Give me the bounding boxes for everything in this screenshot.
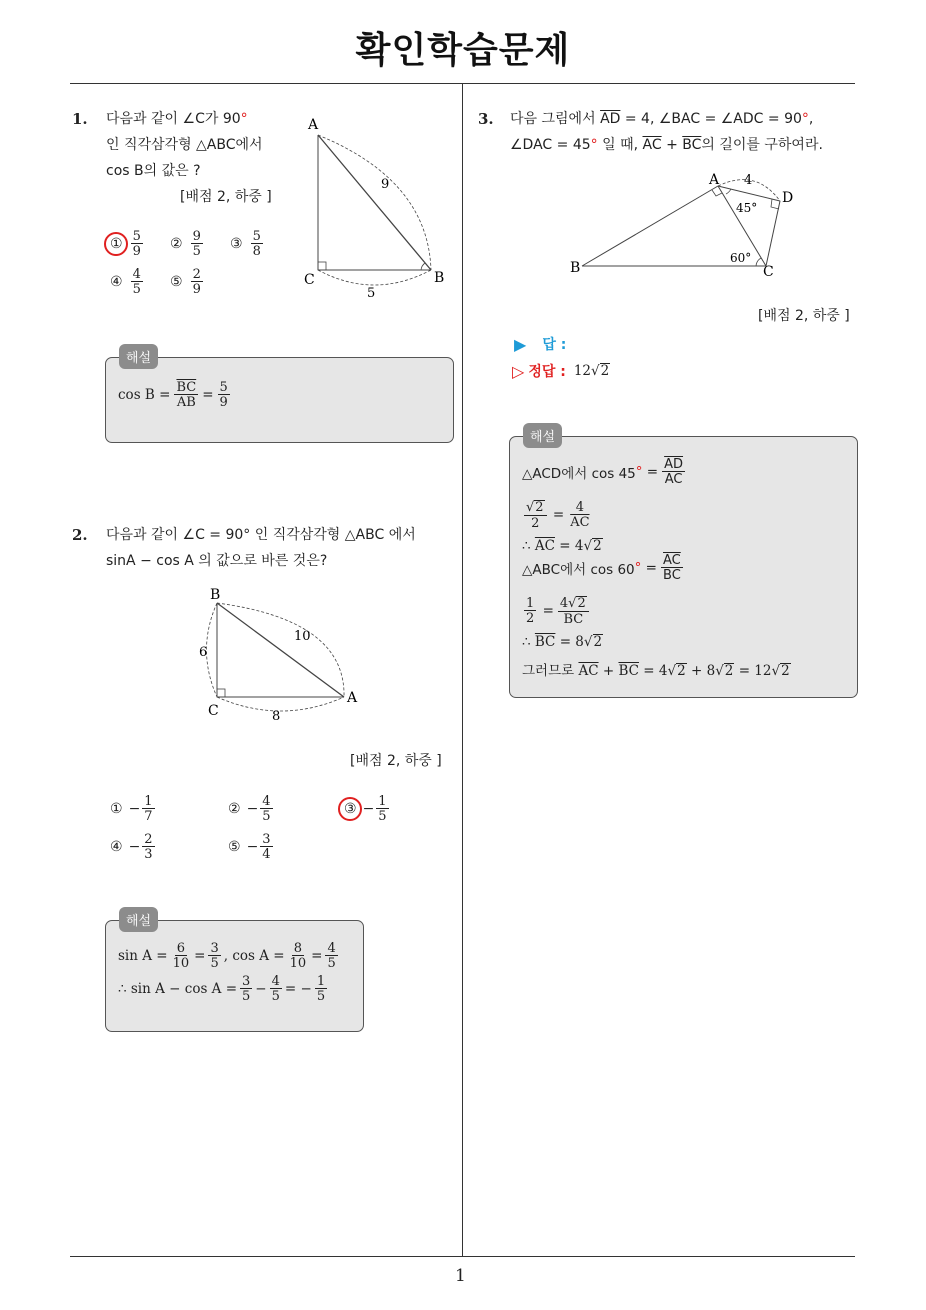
triangle-bullet-icon: ▶ [514,334,527,354]
answer-label: 답 : [542,337,567,353]
question-text-line: sinA − cos A 의 값으로 바른 것은? [106,553,328,569]
solution-math: △ABC에서 cos 60 ° = $\frac{\overline{AC}}{BC}$ [522,553,681,583]
footer-rule [70,1256,855,1257]
page-number: 1 [455,1266,466,1286]
angle-label: 45° [736,201,758,215]
option-4[interactable]: ④ − $\frac{2}{3}$ [110,832,153,862]
correct-answer-row [512,361,610,381]
solution-math: 그러므로 $\overline{AC} + \overline{BC} = 4√2 + 8√2 = 12√2$ [522,663,790,679]
selected-answer-mark [104,232,128,256]
vertex-label: A [709,172,720,188]
solution-math: ∴ $\overline{BC} = 8√2$ [522,634,603,650]
selected-answer-mark [338,797,362,821]
solution-math: △ACD에서 cos 45 ° = $\frac{\overline{AD}}{AC}$ [522,457,684,487]
option-2[interactable]: ② $\frac{9}{5}$ [170,229,201,259]
option-1[interactable]: ① − $\frac{1}{7}$ [110,794,153,824]
score-label: [배점 2, 하중 ] [180,189,272,205]
correct-answer-value: 12√2 [573,363,610,379]
option-5[interactable]: ⑤ − $\frac{3}{4}$ [228,832,271,862]
solution-math: ∴ $\overline{AC} = 4√2$ [522,538,602,554]
option-1[interactable]: ① $\frac{5}{9}$ [110,229,141,259]
score-label: [배점 2, 하중 ] [350,753,442,769]
solution-math: $\frac{1}{2}$ = $\frac{4√2}{BC}$ [522,596,591,626]
solution-tag: 해설 [119,344,158,369]
triangle-outline-icon: ▷ [512,361,525,381]
question-text-line: 인 직각삼각형 △ABC에서 [106,137,263,153]
vertex-label: A [347,690,358,706]
vertex-label: D [782,190,794,206]
length-label: 10 [294,629,311,644]
question-text-line: 다음과 같이 ∠C가 90° [106,111,248,127]
question-text-line: cos B의 값은 ? [106,163,201,179]
vertex-label: C [208,703,219,719]
vertex-label: B [570,260,581,276]
option-4[interactable]: ④ $\frac{4}{5}$ [110,267,141,297]
vertex-label: A [308,117,319,133]
vertex-label: B [210,587,221,603]
vertex-label: C [763,264,774,280]
vertex-label: B [434,270,445,286]
length-label: 6 [199,645,208,660]
column-divider [462,84,463,1256]
solution-math: sin A = $\frac{6}{10}$ = $\frac{3}{5}$ , cos A = $\frac{8}{10}$ = $\frac{4}{5}$ [118,941,336,971]
solution-math: $\frac{√2}{2}$ = $\frac{4}{AC}$ [526,500,590,532]
vertex-label: C [304,272,315,288]
length-label: 5 [367,286,376,301]
question-number: 2. [72,526,88,544]
option-3[interactable]: ③ − $\frac{1}{5}$ [344,794,387,824]
triangle-figure [298,110,458,305]
question-text-line: 다음과 같이 ∠C = 90° 인 직각삼각형 △ABC 에서 [106,527,416,543]
solution-math: ∴ sin A − cos A = $\frac{3}{5}$ − $\frac{4}{5}$ = − $\frac{1}{5}$ [118,974,326,1004]
score-label: [배점 2, 하중 ] [758,308,850,324]
correct-answer-label: 정답 : [528,364,566,380]
length-label: 8 [272,709,281,724]
solution-tag: 해설 [119,907,158,932]
answer-row [514,334,566,354]
quadrilateral-figure [566,168,806,283]
option-5[interactable]: ⑤ $\frac{2}{9}$ [170,267,201,297]
solution-math: cos B = $\frac{\overline{BC}}{AB}$ = $\frac{5}{9}$ [118,380,228,410]
solution-tag: 해설 [523,423,562,448]
question-text-line: 다음 그림에서 $\overline{AD} = 4$, ∠BAC = ∠ADC = 90°, [510,111,814,127]
triangle-figure [196,585,376,725]
angle-label: 60° [730,251,752,265]
length-label: 9 [381,177,390,192]
option-3[interactable]: ③ $\frac{5}{8}$ [230,229,261,259]
length-label: 4 [744,173,753,188]
question-number: 3. [478,110,494,128]
question-number: 1. [72,110,88,128]
page-title: 확인학습문제 [355,30,571,71]
option-2[interactable]: ② − $\frac{4}{5}$ [228,794,271,824]
question-text-line: ∠DAC = 45° 일 때, $\overline{AC} + \overline{BC}$의 길이를 구하여라. [510,137,823,153]
